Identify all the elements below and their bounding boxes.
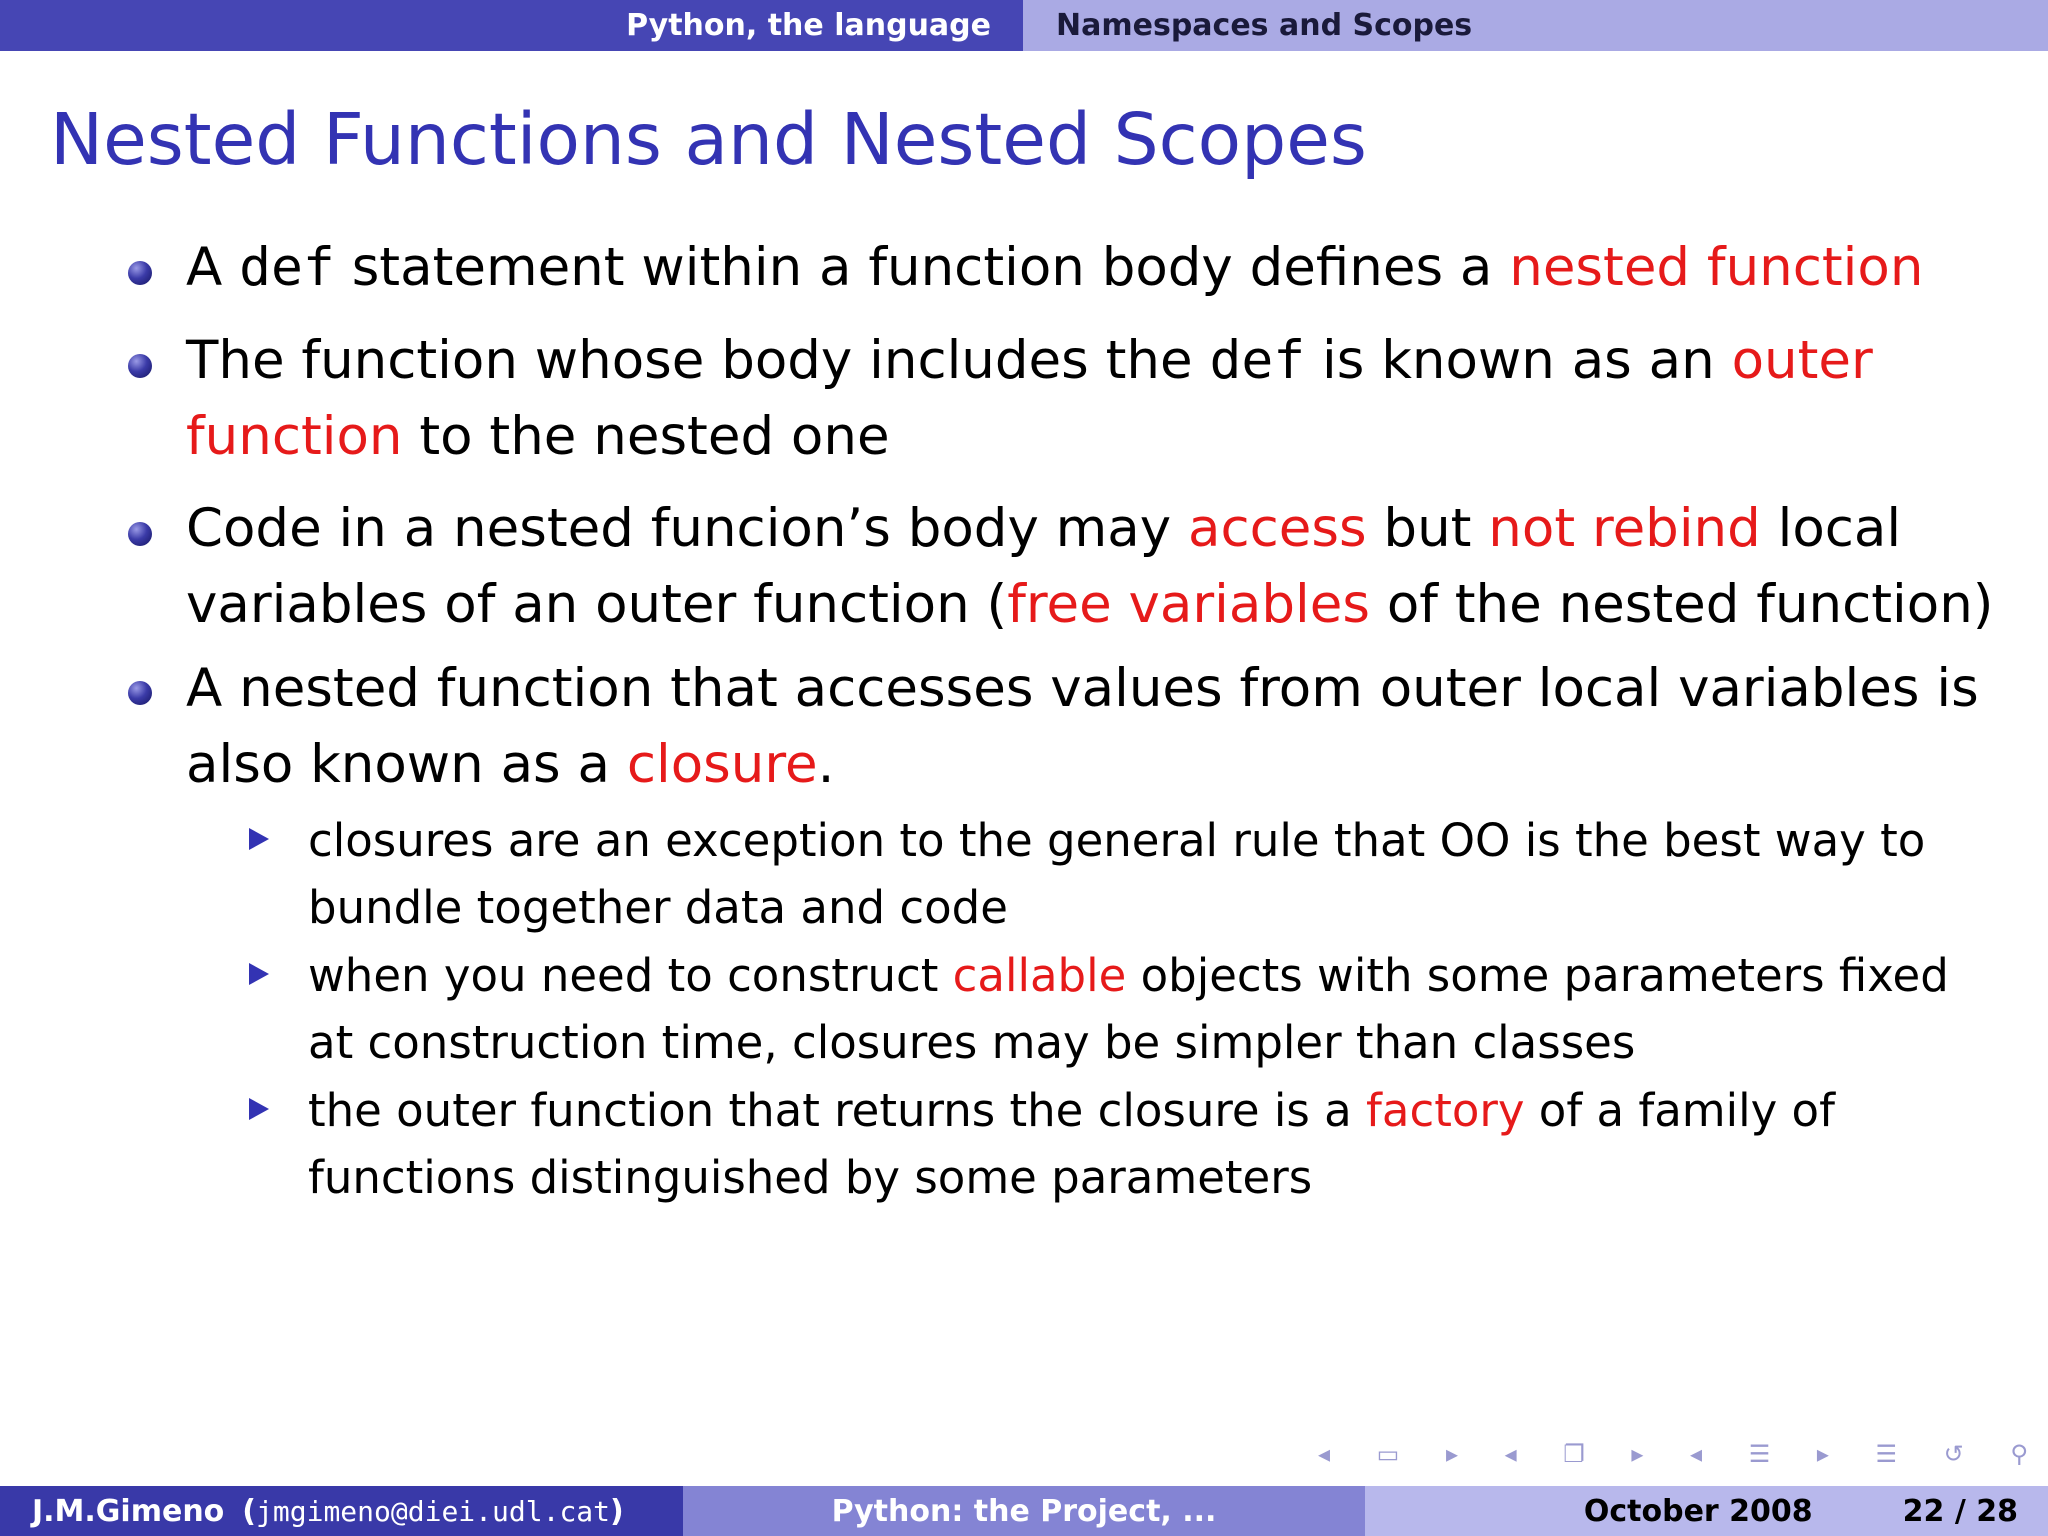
footer-author-name: J.M.Gimeno <box>32 1493 225 1529</box>
nav-section-prev-icon[interactable]: ◂ <box>1690 1440 1703 1468</box>
footer-author[interactable] <box>0 1486 683 1536</box>
text-run: local <box>1760 498 1902 559</box>
text-run: statement within a function body defines a <box>334 237 1510 298</box>
text-run: to the nested one <box>402 406 890 467</box>
text-line <box>186 491 1993 567</box>
bullet-4 <box>186 651 1979 803</box>
nav-frame-prev-icon[interactable]: ◂ <box>1318 1440 1331 1468</box>
text-run: A nested function that accesses values from outer local variables is <box>186 658 1979 719</box>
code-keyword: def <box>1209 330 1306 391</box>
nav-section-icon[interactable]: ☰ <box>1748 1440 1771 1468</box>
bullet-ball-icon <box>128 261 152 285</box>
header-bar <box>0 0 2048 51</box>
text-line <box>186 567 1993 643</box>
footer-bar <box>0 1486 2048 1536</box>
text-line <box>308 1009 1949 1076</box>
text-run: also known as a <box>186 734 627 795</box>
bullet-2 <box>186 323 1873 475</box>
text-line <box>308 807 1925 874</box>
header-section[interactable] <box>0 0 1023 51</box>
text-run: of a family of <box>1524 1084 1835 1137</box>
highlight-term: factory <box>1366 1084 1525 1137</box>
header-subsection-label: Namespaces and Scopes <box>1056 8 1473 43</box>
nav-subsection-prev-icon[interactable]: ◂ <box>1504 1440 1517 1468</box>
text-line <box>186 323 1873 399</box>
highlight-term: not rebind <box>1488 498 1761 559</box>
nav-subsection-icon[interactable]: ❐ <box>1563 1440 1585 1468</box>
bullet-ball-icon <box>128 354 152 378</box>
sub-bullet-3 <box>308 1077 1835 1211</box>
sub-bullet-triangle-icon <box>249 963 269 985</box>
nav-frame-icon[interactable]: ▭ <box>1376 1440 1400 1468</box>
nav-outline-icon[interactable]: ☰ <box>1875 1440 1897 1468</box>
text-run: closures are an exception to the general rule that OO is the best way to <box>308 814 1926 867</box>
text-line <box>308 942 1949 1009</box>
nav-subsection-next-icon[interactable]: ▸ <box>1631 1440 1644 1468</box>
sub-bullet-triangle-icon <box>249 1098 269 1120</box>
text-line <box>186 399 1873 475</box>
sub-bullet-2 <box>308 942 1949 1076</box>
text-run: Code in a nested funcion’s body may <box>186 498 1188 559</box>
nav-frame-next-icon[interactable]: ▸ <box>1445 1440 1458 1468</box>
nav-section-next-icon[interactable]: ▸ <box>1816 1440 1829 1468</box>
text-run: A <box>186 237 240 298</box>
highlight-term: free variables <box>1007 574 1370 635</box>
highlight-term: closure <box>626 734 818 795</box>
nav-back-icon[interactable]: ↺ <box>1943 1440 1964 1468</box>
highlight-term: callable <box>952 949 1127 1002</box>
slide-title: Nested Functions and Nested Scopes <box>50 98 1367 181</box>
text-run: the outer function that returns the closure is a <box>308 1084 1367 1137</box>
code-keyword: def <box>239 237 335 298</box>
bullet-1 <box>186 230 1923 306</box>
sub-bullet-1 <box>308 807 1925 941</box>
text-run: when you need to construct <box>308 949 953 1002</box>
sub-bullet-triangle-icon <box>249 828 269 850</box>
footer-email-open: ( <box>242 1493 257 1529</box>
text-line <box>308 1144 1835 1211</box>
page-number: 22 / 28 <box>1902 1493 2018 1529</box>
header-subsection[interactable] <box>1023 0 2048 51</box>
text-line <box>186 727 1979 803</box>
text-run: . <box>817 734 835 795</box>
text-run: functions distinguished by some parameters <box>308 1151 1313 1204</box>
footer-title-label: Python: the Project, ... <box>831 1493 1217 1529</box>
text-run: variables of an outer function ( <box>186 574 1008 635</box>
highlight-term: nested function <box>1509 237 1924 298</box>
footer-email-close: ) <box>610 1493 624 1529</box>
highlight-term: access <box>1187 498 1367 559</box>
bullet-3 <box>186 491 1993 643</box>
text-run: is known as an <box>1305 330 1732 391</box>
text-run: at construction time, closures may be simpler than classes <box>308 1016 1636 1069</box>
text-line <box>186 230 1923 306</box>
footer-title[interactable] <box>683 1486 1365 1536</box>
text-run: bundle together data and code <box>308 881 1008 934</box>
text-run: The function whose body includes the <box>186 330 1210 391</box>
header-section-label: Python, the language <box>626 8 991 43</box>
bullet-ball-icon <box>128 522 152 546</box>
footer-date: October 2008 <box>1583 1493 1813 1529</box>
text-line <box>308 874 1925 941</box>
nav-search-icon[interactable]: ⚲ <box>2010 1440 2028 1468</box>
navigation-symbols <box>1318 1436 2028 1472</box>
highlight-term: function <box>186 406 403 467</box>
text-line <box>308 1077 1835 1144</box>
bullet-ball-icon <box>128 681 152 705</box>
text-run: but <box>1366 498 1489 559</box>
highlight-term: outer <box>1731 330 1873 391</box>
footer-date-page <box>1365 1486 2048 1536</box>
footer-email: jmgimeno@diei.udl.cat <box>256 1494 611 1528</box>
text-run: of the nested function) <box>1369 574 1994 635</box>
text-run: objects with some parameters fixed <box>1126 949 1949 1002</box>
text-line <box>186 651 1979 727</box>
